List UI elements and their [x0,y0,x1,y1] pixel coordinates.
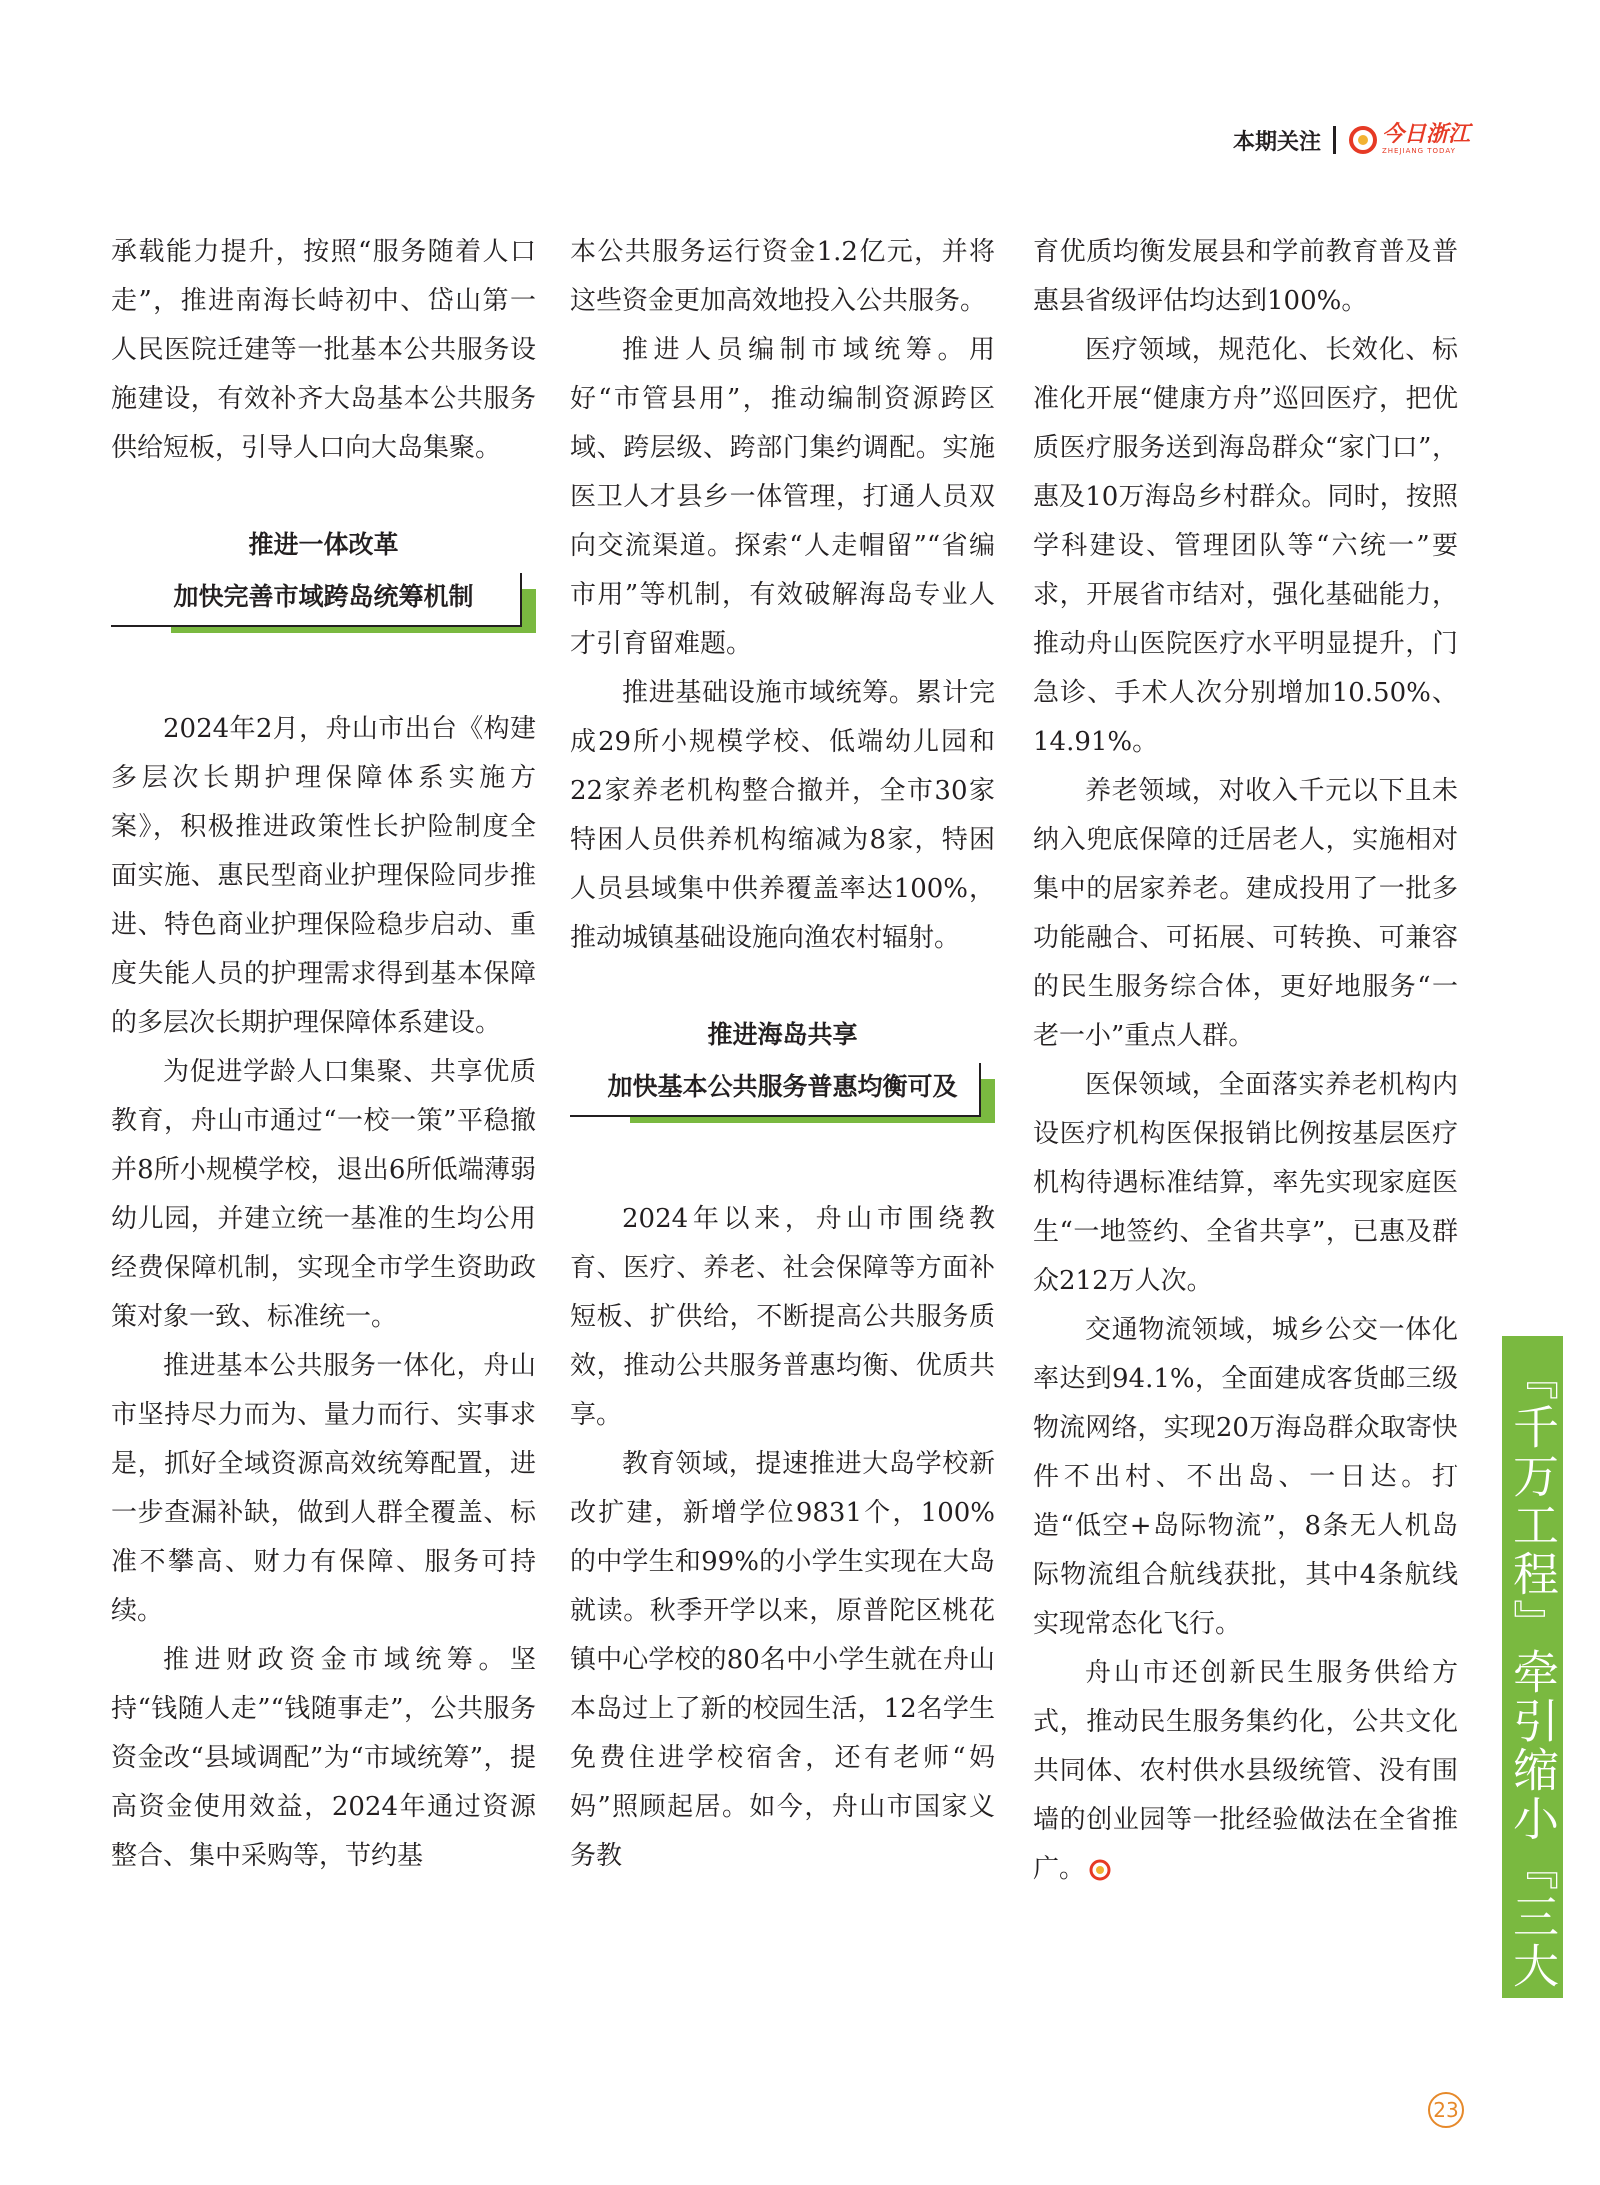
subheading-line-2: 加快基本公共服务普惠均衡可及 [607,1072,958,1101]
paragraph: 2024年2月，舟山市出台《构建多层次长期护理保障体系实施方案》，积极推进政策性长护险制度全面实施、惠民型商业护理保险同步推进、特色商业护理保险稳步启动、重度失能人员的护理需求得到基本保障的多层次长期护理保障体系建设。 [111,714,536,1038]
paragraph: 为促进学龄人口集聚、共享优质教育，舟山市通过“一校一策”平稳撤并8所小规模学校，退出6所低端薄弱幼儿园，并建立统一基准的生均公用经费保障机制，实现全市学生资助政策对象一致、标准统一。 [111,1057,536,1332]
side-tab [1445,1336,1563,1998]
paragraph: 推进财政资金市域统筹。坚持“钱随人走”“钱随事走”，公共服务资金改“县域调配”为“市域统筹”，提高资金使用效益，2024年通过资源整合、集中采购等，节约基 [111,1645,536,1871]
paragraph: 推进基本公共服务一体化，舟山市坚持尽力而为、量力而行、实事求是，抓好全域资源高效统筹配置，进一步查漏补缺，做到人群全覆盖、标准不攀高、财力有保障、服务可持续。 [111,1351,536,1626]
paragraph-final: 舟山市还创新民生服务供给方式，推动民生服务集约化，公共文化共同体、农村供水县级统管、没有围墙的创业园等一批经验做法在全省推广。 [1033,1658,1458,1884]
paragraph: 育优质均衡发展县和学前教育普及普惠县省级评估均达到100%。 [1033,237,1458,316]
section-label: 本期关注 [1232,129,1321,155]
paragraph: 医保领域，全面落实养老机构内设医疗机构医保报销比例按基层医疗机构待遇标准结算，率先实现家庭医生“一地签约、全省共享”，已惠及群众212万人次。 [1033,1070,1458,1296]
subheading-line-2: 加快完善市域跨岛统筹机制 [173,582,474,611]
paragraph: 推进基础设施市域统筹。累计完成29所小规模学校、低端幼儿园和22家养老机构整合撤并，全市30家特困人员供养机构缩减为8家，特困人员县域集中供养覆盖率达100%，推动城镇基础设施向渔农村辐射。 [570,678,995,953]
paragraph: 交通物流领域，城乡公交一体化率达到94.1%，全面建成客货邮三级物流网络，实现20万海岛群众取寄快件不出村、不出岛、一日达。打造“低空+岛际物流”，8条无人机岛际物流组合航线获批，其中4条航线实现常态化飞行。 [1033,1315,1458,1639]
paragraph: 2024年以来，舟山市围绕教育、医疗、养老、社会保障等方面补短板、扩供给，不断提高公共服务质效，推动公共服务普惠均衡、优质共享。 [570,1204,995,1430]
header-divider [1333,126,1336,154]
column-3 [1033,228,1458,1894]
logo-chinese: 今日浙江 [1381,122,1470,147]
end-mark-icon [1089,1859,1111,1881]
magazine-logo [1348,124,1470,156]
page-header [1233,120,1470,160]
paragraph: 医疗领域，规范化、长效化、标准化开展“健康方舟”巡回医疗，把优质医疗服务送到海岛群众“家门口”，惠及10万海岛乡村群众。同时，按照学科建设、管理团队等“六统一”要求，开展省市结对，强化基础能力，推动舟山医院医疗水平明显提升，门急诊、手术人次分别增加10.50%、14.91%。 [1033,335,1458,757]
logo-english: ZHEJIANG TODAY [1381,147,1456,155]
subheading-line-1: 推进海岛共享 [707,1020,858,1049]
logo-swirl-icon [1348,125,1378,155]
paragraph: 养老领域，对收入千元以下且未纳入兜底保障的迁居老人，实施相对集中的居家养老。建成投用了一批多功能融合、可拓展、可转换、可兼容的民生服务综合体，更好地服务“一老一小”重点人群。 [1033,776,1458,1051]
paragraph: 本公共服务运行资金1.2亿元，并将这些资金更加高效地投入公共服务。 [570,237,995,316]
paragraph: 教育领域，提速推进大岛学校新改扩建，新增学位9831个，100%的中学生和99%的小学生实现在大岛就读。秋季开学以来，原普陀区桃花镇中心学校的80名中小学生就在舟山本岛过上了新的校园生活，12名学生免费住进学校宿舍，还有老师“妈妈”照顾起居。如今，舟山市国家义务教 [570,1449,995,1871]
page-number: 23 [1428,2092,1464,2128]
paragraph: 承载能力提升，按照“服务随着人口走”，推进南海长峙初中、岱山第一人民医院迁建等一批基本公共服务设施建设，有效补齐大岛基本公共服务供给短板，引导人口向大岛集聚。 [111,237,536,463]
subheading-block [570,1013,995,1143]
paragraph: 推进人员编制市域统筹。用好“市管县用”，推动编制资源跨区域、跨层级、跨部门集约调配。实施医卫人才县乡一体管理，打通人员双向交流渠道。探索“人走帽留”“省编市用”等机制，有效破解海岛专业人才引育留难题。 [570,335,995,659]
column-2 [570,228,995,1881]
subheading-block [111,523,536,653]
subheading-line-1: 推进一体改革 [248,530,399,559]
column-1 [111,228,536,1881]
side-tab-title: 『千万工程』牵引缩小『三大差距』 [1445,1354,1560,1991]
